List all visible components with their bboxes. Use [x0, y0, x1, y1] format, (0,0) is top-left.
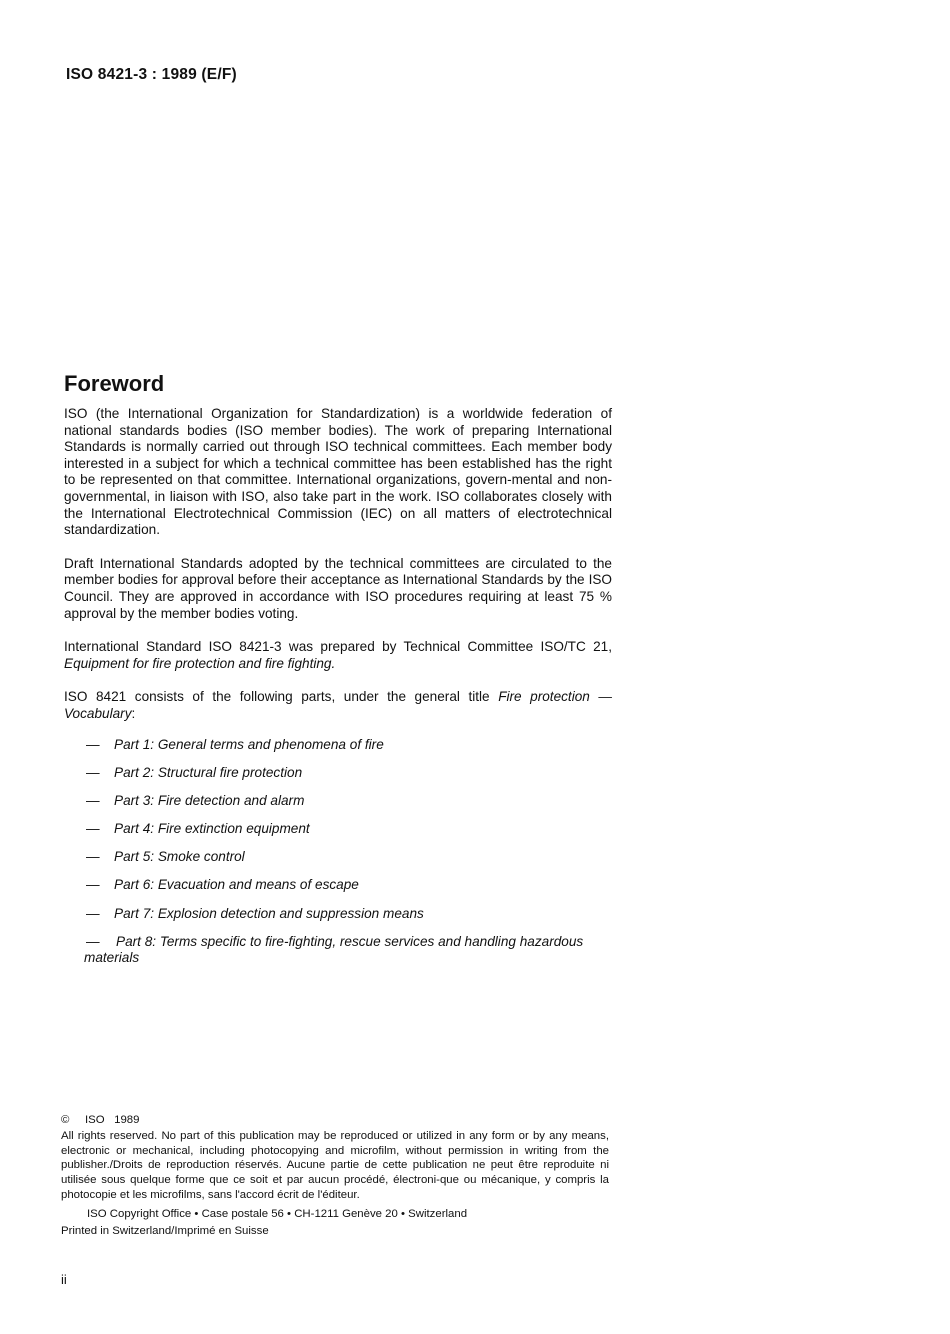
list-item: [64, 793, 612, 810]
part-title: Part 8: Terms specific to fire-fighting, rescue services and handling hazardous materials: [84, 933, 584, 966]
foreword-paragraph-2: Draft International Standards adopted by the technical committees are circulated to the member bodies for approval before their acceptance as International Standards by the ISO Council. They are approved in accordance with ISO procedures requiring at least 75 % approval by the member bodies voting.: [64, 555, 612, 621]
list-item: [64, 934, 612, 967]
foreword-paragraph-4: [64, 689, 612, 722]
foreword-title: Foreword: [64, 371, 165, 396]
list-item: [64, 821, 612, 838]
list-dash: —: [86, 736, 100, 752]
rights-notice: All rights reserved. No part of this publication may be reproduced or utilized in any form or by any means, electronic or mechanical, including photocopying and microfilm, without permission in writing from the publisher./Droits de reproduction réservés. Aucune partie de cette publication ne peut être reproduite ni utilisée sous quelque forme que ce soit et par aucun procédé, électroni-que ou mécanique, y compris la photocopie et les microfilms, sans l'accord écrit de l'éditeur.: [61, 1129, 609, 1201]
list-item: [64, 765, 612, 782]
foreword-paragraph-1: ISO (the International Organization for Standardization) is a worldwide federation of national standards bodies (ISO member bodies). The work of preparing International Standards is normally carried out through ISO technical committees. Each member body interested in a subject for which a technical committee has been established has the right to be represented on that committee. International organizations, govern-mental and non-governmental, in liaison with ISO, also take part in the work. ISO collaborates closely with the International Electrotechnical Commission (IEC) on all matters of electrotechnical standardization.: [64, 406, 612, 538]
part-title: Part 5: Smoke control: [114, 849, 245, 865]
page-number: ii: [61, 1272, 67, 1287]
printed-in: Printed in Switzerland/Imprimé en Suisse: [61, 1224, 269, 1237]
list-dash: —: [86, 877, 100, 893]
committee-title: Equipment for fire protection and fire fighting.: [64, 655, 336, 671]
parts-intro: ISO 8421 consists of the following parts, under the general title: [64, 689, 490, 705]
part-title: Part 6: Evacuation and means of escape: [114, 877, 359, 893]
foreword-paragraph-3: [64, 639, 612, 672]
copyright-line: [61, 1113, 609, 1128]
foreword-section: [64, 370, 612, 979]
list-dash: —: [86, 764, 100, 780]
list-item: [64, 849, 612, 866]
parts-list: [64, 737, 612, 968]
list-item: [64, 877, 612, 894]
list-dash: —: [86, 792, 100, 808]
part-title: Part 7: Explosion detection and suppression means: [114, 905, 424, 921]
general-title: Fire protection — Vocabulary: [64, 689, 613, 721]
parts-intro-colon: :: [131, 705, 136, 721]
copyright-block: [61, 1113, 609, 1238]
part-title: Part 1: General terms and phenomena of fire: [114, 736, 384, 752]
copyright-holder-year: ISO 1989: [85, 1114, 140, 1126]
part-title: Part 3: Fire detection and alarm: [114, 792, 305, 808]
list-dash: —: [86, 905, 100, 921]
list-dash: —: [86, 933, 100, 949]
part-title: Part 2: Structural fire protection: [114, 764, 303, 780]
document-id: ISO 8421-3 : 1989 (E/F): [66, 66, 237, 83]
list-dash: —: [86, 849, 100, 865]
list-item: [64, 906, 612, 923]
list-item: [64, 737, 612, 754]
list-dash: —: [86, 821, 100, 837]
copyright-office: ISO Copyright Office • Case postale 56 • CH-1211 Genève 20 • Switzerland: [87, 1207, 468, 1220]
part-title: Part 4: Fire extinction equipment: [114, 821, 310, 837]
committee-statement: International Standard ISO 8421-3 was prepared by Technical Committee ISO/TC 21,: [64, 639, 612, 655]
copyright-icon: ©: [61, 1114, 70, 1126]
